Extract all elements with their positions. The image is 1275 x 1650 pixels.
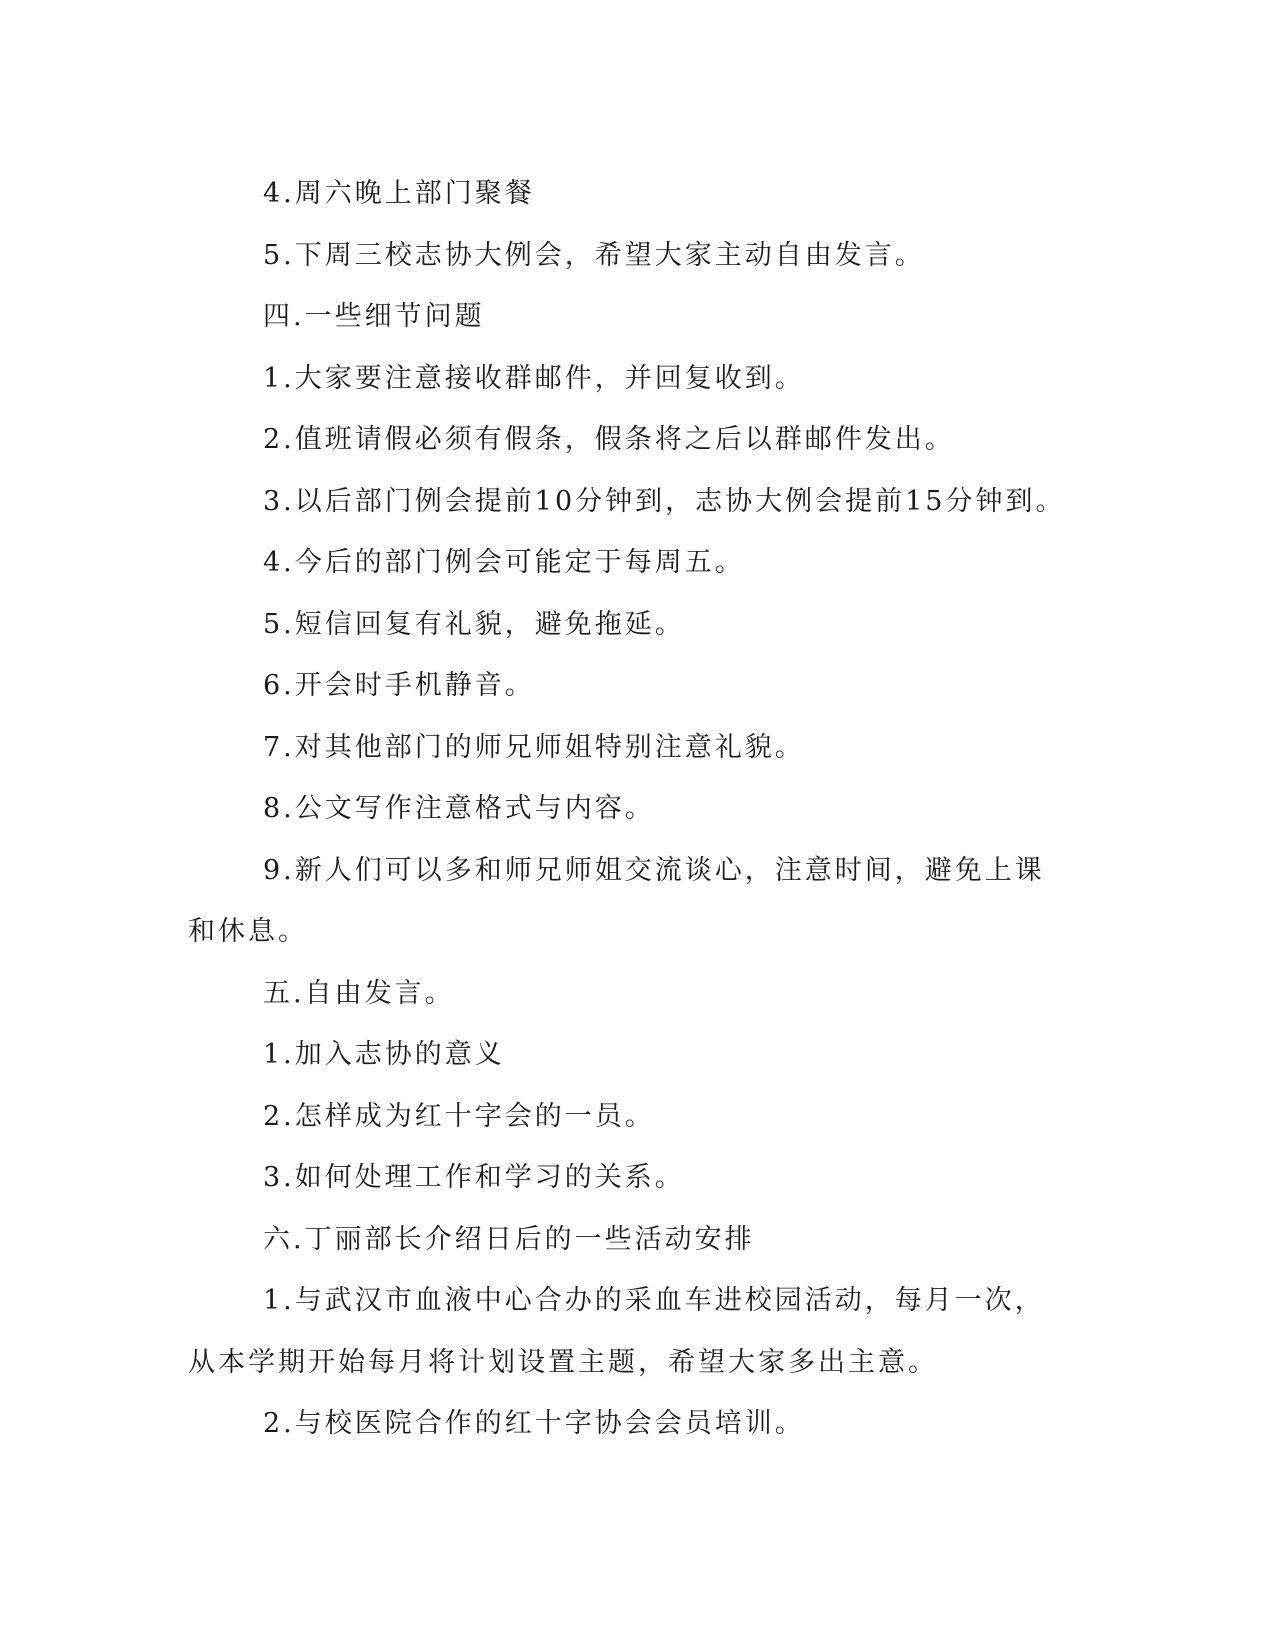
paragraph: 5.短信回复有礼貌，避免拖延。	[263, 608, 685, 640]
paragraph: 4.周六晚上部门聚餐	[263, 178, 535, 209]
paragraph: 3.以后部门例会提前10分钟到，志协大例会提前15分钟到。	[263, 485, 1066, 517]
paragraph: 6.开会时手机静音。	[263, 670, 535, 701]
paragraph: 5.下周三校志协大例会，希望大家主动自由发言。	[263, 239, 925, 271]
paragraph: 9.新人们可以多和师兄师姐交流谈心，注意时间，避免上课和休息。	[188, 854, 1045, 947]
paragraph: 7.对其他部门的师兄师姐特别注意礼貌。	[263, 731, 805, 763]
paragraph: 1.大家要注意接收群邮件，并回复收到。	[263, 362, 805, 394]
paragraph: 2.与校医院合作的红十字协会会员培训。	[263, 1408, 805, 1439]
document-body	[188, 163, 1068, 1455]
paragraph: 1.与武汉市血液中心合办的采血车进校园活动，每月一次，从本学期开始每月将计划设置主题，希望大家多出主意。	[188, 1285, 1045, 1378]
paragraph: 4.今后的部门例会可能定于每周五。	[263, 547, 745, 578]
section-heading: 六.丁丽部长介绍日后的一些活动安排	[263, 1223, 755, 1255]
paragraph: 8.公文写作注意格式与内容。	[263, 793, 655, 824]
section-heading: 四.一些细节问题	[263, 301, 485, 332]
section-heading: 五.自由发言。	[263, 977, 455, 1009]
paragraph: 2.值班请假必须有假条，假条将之后以群邮件发出。	[263, 424, 955, 455]
paragraph: 1.加入志协的意义	[263, 1039, 505, 1070]
paragraph: 3.如何处理工作和学习的关系。	[263, 1162, 685, 1193]
paragraph: 2.怎样成为红十字会的一员。	[263, 1100, 655, 1132]
